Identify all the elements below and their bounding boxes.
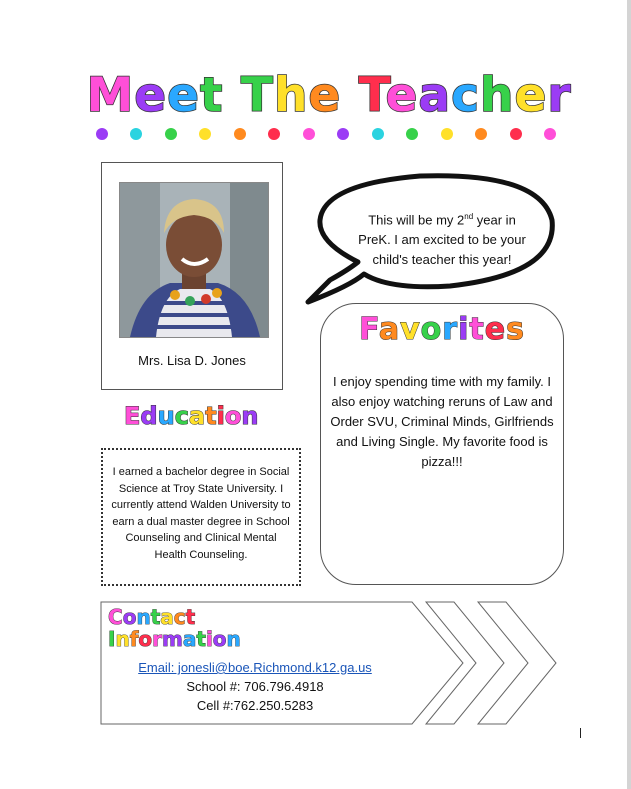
title-letter	[224, 68, 241, 123]
favorites-heading	[321, 312, 563, 347]
title-letter: e	[134, 68, 168, 123]
title-letter: h	[273, 68, 309, 123]
heading-letter: n	[241, 402, 259, 430]
heading-letter: C	[108, 605, 123, 629]
heading-letter: n	[136, 605, 151, 629]
decorative-dot	[441, 128, 453, 140]
education-text: I earned a bachelor degree in Social Science at Troy State University. I currently attend Walden University to earn a dual master degree in School Counseling and Clinical Mental Health Counseling.	[111, 466, 291, 561]
heading-letter: I	[108, 627, 116, 651]
education-panel	[101, 448, 301, 586]
decorative-dot	[372, 128, 384, 140]
decorative-dot-row	[96, 128, 556, 142]
title-letter: e	[308, 68, 342, 123]
heading-letter: t	[205, 402, 217, 430]
favorites-text: I enjoy spending time with my family. I also enjoy watching reruns of Law and Order SVU, Criminal Minds, Girlfriends and Living Single. My favorite food is pizza!!!	[330, 374, 554, 469]
teacher-portrait-icon	[120, 183, 268, 337]
title-letter	[341, 68, 358, 123]
decorative-dot	[337, 128, 349, 140]
decorative-dot	[303, 128, 315, 140]
heading-letter: r	[152, 627, 163, 651]
title-letter: c	[451, 68, 480, 123]
page-edge	[627, 0, 631, 789]
decorative-dot	[165, 128, 177, 140]
decorative-dot	[544, 128, 556, 140]
teacher-photo-frame	[101, 162, 283, 390]
heading-letter: i	[205, 627, 213, 651]
decorative-dot	[475, 128, 487, 140]
heading-letter: o	[420, 312, 443, 347]
decorative-dot	[199, 128, 211, 140]
heading-letter: t	[150, 605, 161, 629]
heading-letter: o	[224, 402, 242, 430]
heading-letter: i	[216, 402, 225, 430]
title-letter: t	[200, 68, 224, 123]
title-letter: T	[358, 68, 386, 123]
heading-letter: o	[138, 627, 153, 651]
text-cursor	[580, 728, 581, 738]
heading-letter: a	[182, 627, 197, 651]
email-link[interactable]: Email: jonesli@boe.Richmond.k12.ga.us	[138, 660, 372, 675]
heading-letter: c	[173, 605, 186, 629]
heading-letter: a	[378, 312, 401, 347]
heading-letter: t	[196, 627, 206, 651]
bubble-text-part: year in PreK. I am excited to be your child's teacher this year!	[358, 212, 526, 268]
heading-letter: F	[359, 312, 379, 347]
heading-letter: t	[185, 605, 196, 629]
heading-letter: o	[122, 605, 137, 629]
heading-letter: a	[160, 605, 174, 629]
heading-letter: d	[140, 402, 158, 430]
heading-letter: v	[400, 312, 421, 347]
title-letter: e	[167, 68, 201, 123]
heading-letter: f	[129, 627, 139, 651]
title-letter: r	[547, 68, 572, 123]
bubble-text-part: This will be my 2	[368, 212, 465, 228]
contact-heading	[108, 606, 268, 650]
heading-letter: e	[484, 312, 507, 347]
heading-letter: u	[157, 402, 175, 430]
heading-letter: t	[469, 312, 485, 347]
school-phone: School #: 706.796.4918	[186, 679, 324, 694]
title-letter: a	[418, 68, 452, 123]
title-letter: e	[514, 68, 548, 123]
favorites-panel	[320, 303, 564, 585]
heading-letter: c	[174, 402, 189, 430]
contact-heading-line1	[108, 606, 268, 628]
cell-phone: Cell #:762.250.5283	[196, 698, 314, 713]
contact-heading-line2	[108, 628, 268, 650]
decorative-dot	[234, 128, 246, 140]
title-letter: T	[240, 68, 274, 123]
decorative-dot	[96, 128, 108, 140]
title-letter: M	[86, 68, 135, 123]
heading-letter: E	[124, 402, 141, 430]
bubble-superscript: nd	[464, 212, 474, 221]
heading-letter: m	[162, 627, 183, 651]
title-letter: e	[385, 68, 419, 123]
heading-letter: r	[442, 312, 459, 347]
heading-letter: n	[226, 627, 241, 651]
decorative-dot	[510, 128, 522, 140]
decorative-dot	[268, 128, 280, 140]
speech-bubble-text	[352, 207, 532, 270]
heading-letter: s	[506, 312, 525, 347]
contact-details	[130, 658, 380, 715]
decorative-dot	[130, 128, 142, 140]
teacher-photo[interactable]	[119, 182, 269, 338]
heading-letter: a	[188, 402, 206, 430]
title-letter: h	[479, 68, 515, 123]
page-title	[84, 66, 574, 126]
decorative-dot	[406, 128, 418, 140]
education-heading	[124, 402, 274, 430]
heading-letter: o	[212, 627, 227, 651]
teacher-name: Mrs. Lisa D. Jones	[138, 353, 246, 368]
heading-letter: i	[458, 312, 470, 347]
heading-letter: n	[115, 627, 130, 651]
